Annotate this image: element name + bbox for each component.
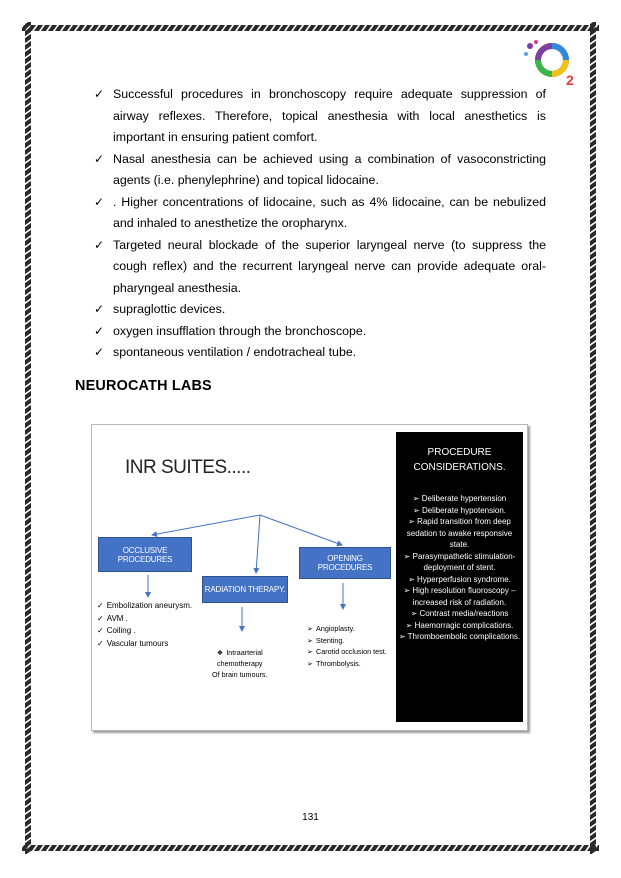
list-item-text: Intraarterial: [226, 648, 263, 657]
consideration-item: [398, 620, 521, 632]
consideration-text: Rapid transition from deep sedation to awake responsive state.: [406, 517, 513, 549]
checkmark-icon: ✓: [94, 345, 105, 359]
page-border-bottom: [22, 842, 599, 854]
list-item-text: Thrombolysis.: [316, 658, 361, 668]
consideration-text: High resolution fluoroscopy –increased risk of radiation.: [412, 586, 516, 607]
procedure-considerations-panel: [396, 432, 523, 722]
arrow-bullet-icon: ➢: [307, 635, 314, 645]
list-item-text: AVM .: [106, 613, 128, 623]
bullet-item: [94, 342, 546, 364]
checkmark-icon: ✓: [97, 638, 104, 648]
checkmark-icon: ✓: [94, 194, 105, 209]
inr-suites-figure: [91, 424, 528, 731]
opening-list: [307, 623, 387, 669]
arrow-bullet-icon: ➢: [403, 586, 413, 595]
consideration-item: [398, 631, 521, 643]
bullet-item: [94, 84, 546, 149]
consideration-item: [398, 493, 521, 505]
arrow-bullet-icon: ➢: [408, 574, 418, 584]
list-item: [97, 613, 192, 626]
consideration-text: Deliberate hypertension: [421, 494, 507, 503]
consideration-text: Parasympathetic stimulation- deployment of stent.: [412, 551, 516, 572]
list-item: [97, 638, 192, 651]
bullet-item: [94, 321, 546, 343]
checkmark-icon: ✓: [94, 302, 105, 316]
bullet-item: [94, 235, 546, 300]
bullet-text: Successful procedures in bronchoscopy require adequate suppression of airway reflexes. Therefore, topical anesthesia with local anesthetics is important in ensuring patient comfort.: [113, 87, 546, 144]
list-item-text: Angioplasty.: [316, 624, 355, 633]
consideration-text: Thromboembolic complications.: [407, 632, 521, 641]
consideration-item: [398, 551, 521, 574]
bullet-text: Targeted neural blockade of the superior laryngeal nerve (to suppress the cough reflex) and the recurrent laryngeal nerve can provide adequate oral-pharyngeal anesthesia.: [113, 237, 546, 295]
consideration-item: [398, 574, 521, 586]
consideration-item: [398, 516, 521, 551]
list-item-text: Vascular tumours: [106, 638, 169, 648]
radiation-therapy-box: RADIATION THERAPY.: [202, 576, 288, 603]
bullet-text: oxygen insufflation through the bronchoscope.: [113, 323, 367, 338]
list-item: [307, 635, 387, 647]
bullet-text: . Higher concentrations of lidocaine, such as 4% lidocaine, can be nebulized and inhaled to anesthetize the oropharynx.: [113, 194, 546, 230]
arrow-bullet-icon: ➢: [398, 632, 408, 641]
checkmark-icon: ✓: [97, 626, 104, 635]
arrow-bullet-icon: ➢: [405, 620, 415, 630]
checkmark-icon: ✓: [94, 323, 105, 338]
checkmark-icon: ✓: [97, 613, 104, 623]
page-number: 131: [302, 812, 319, 823]
arrow-bullet-icon: ➢: [412, 494, 422, 503]
list-item: [97, 600, 192, 613]
o2-logo-icon: [522, 38, 582, 88]
checkmark-icon: ✓: [94, 87, 105, 101]
considerations-list: [396, 493, 523, 643]
list-item-text: Coiling .: [106, 626, 136, 635]
checkmark-icon: ✓: [94, 237, 105, 252]
list-item: [97, 625, 192, 638]
arrow-bullet-icon: ➢: [410, 609, 420, 618]
list-item-text: Stenting.: [316, 635, 345, 645]
list-item: [212, 658, 268, 669]
bullet-item: [94, 149, 546, 192]
consideration-item: [398, 505, 521, 517]
list-item: [307, 658, 387, 670]
consideration-text: Contrast media/reactions: [419, 609, 509, 618]
panel-title-line-1: PROCEDURE: [427, 447, 492, 458]
list-item: [212, 669, 268, 680]
page-border-left: [22, 22, 34, 854]
panel-title-line-2: CONSIDERATIONS.: [413, 462, 506, 473]
consideration-text: Haemorragic complications.: [414, 620, 514, 630]
opening-procedures-box: OPENING PROCEDURES: [299, 547, 391, 579]
section-heading: NEUROCATH LABS: [75, 378, 212, 394]
diamond-bullet-icon: ❖: [216, 648, 224, 657]
occlusive-list: [97, 600, 192, 650]
consideration-item: [398, 608, 521, 620]
consideration-text: Deliberate hypotension.: [421, 505, 506, 515]
arrow-bullet-icon: ➢: [307, 624, 314, 633]
list-item-text: Carotid occlusion test.: [316, 647, 387, 656]
arrow-bullet-icon: ➢: [307, 647, 314, 656]
occlusive-procedures-box: OCCLUSIVE PROCEDURES: [98, 537, 192, 572]
arrow-bullet-icon: ➢: [403, 551, 413, 561]
checkmark-icon: ✓: [97, 601, 104, 610]
bullet-item: [94, 299, 546, 321]
list-item-text: chemotherapy: [216, 659, 263, 668]
arrow-bullet-icon: ➢: [408, 517, 418, 526]
bullet-text: supraglottic devices.: [113, 302, 226, 316]
page-border-right: [587, 22, 599, 854]
arrow-bullet-icon: ➢: [413, 505, 422, 515]
consideration-item: [398, 585, 521, 608]
list-item-text: Embolization aneurysm.: [106, 601, 193, 610]
svg-text:2: 2: [566, 72, 574, 88]
bullet-text: spontaneous ventilation / endotracheal tube.: [113, 345, 357, 359]
bullet-item: [94, 192, 546, 235]
list-item: [212, 647, 268, 658]
list-item: [307, 646, 387, 658]
bullet-text: Nasal anesthesia can be achieved using a combination of vasoconstricting agents (i.e. phenylephrine) and topical lidocaine.: [113, 151, 546, 187]
bullet-list: [94, 84, 546, 364]
list-item: [307, 623, 387, 635]
page-border-top: [22, 22, 599, 34]
checkmark-icon: ✓: [94, 151, 105, 166]
list-item-text: Of brain tumours.: [212, 670, 268, 679]
arrow-bullet-icon: ➢: [307, 658, 314, 668]
consideration-text: Hyperperfusion syndrome.: [417, 574, 511, 584]
radiation-list: [212, 647, 268, 680]
figure-title: INR SUITES.....: [125, 457, 251, 478]
